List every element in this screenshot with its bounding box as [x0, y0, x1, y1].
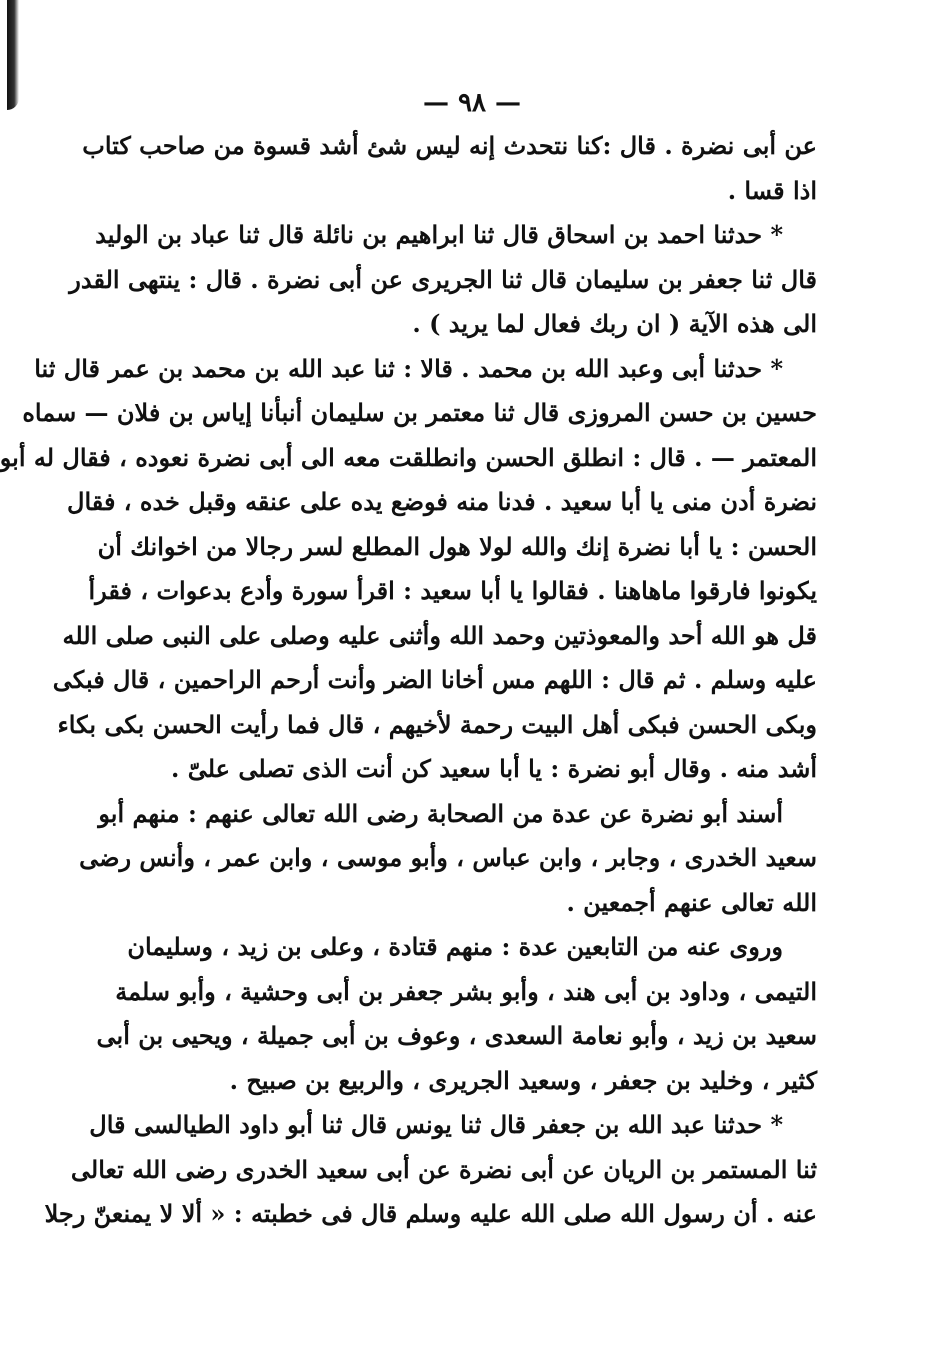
text-line: نضرة أدن منى يا أبا سعيد . فدنا منه فوضع يده على عنقه وقبل خده ، فقال [67, 487, 817, 516]
text-line: وروى عنه من التابعين عدة : منهم قتادة ، وعلى بن زيد ، وسليمان [127, 932, 783, 961]
text-line: قل هو الله أحد والمعوذتين وحمد الله وأثنى عليه وصلى على النبى صلى الله [62, 620, 817, 650]
text-line: سعيد بن زيد ، وأبو نعامة السعدى ، وعوف بن أبى جميلة ، ويحيى بن أبى [96, 1021, 817, 1050]
text-line: حسين بن حسن المروزى قال ثنا معتمر بن سليمان أنبأنا إياس بن فلان — سماه [22, 398, 817, 427]
text-line: ثنا المستمر بن الريان عن أبى نضرة عن أبى سعيد الخدرى رضى الله تعالى [70, 1154, 817, 1184]
text-line: أشد منه . وقال أبو نضرة : يا أبا سعيد كن أنت الذى تصلى علىّ . [171, 754, 817, 783]
text-line: عنه . أن رسول الله صلى الله عليه وسلم قال فى خطبته : « ألا لا يمنعنّ رجلا [44, 1199, 817, 1228]
text-line: كثير ، وخليد بن جعفر ، وسعيد الجريرى ، والربيع بن صبيح . [229, 1065, 817, 1095]
text-line: * حدثنا احمد بن اسحاق قال ثنا ابراهيم بن نائلة قال ثنا عباد بن الوليد [95, 220, 783, 249]
text-line: أسند أبو نضرة عن عدة من الصحابة رضى الله تعالى عنهم : منهم أبو [98, 798, 783, 828]
text-line: الله تعالى عنهم أجمعين . [566, 887, 817, 917]
text-line: * حدثنا أبى وعبد الله بن محمد . قالا : ثنا عبد الله بن محمد بن عمر قال ثنا [34, 353, 783, 383]
page-number: — ٩٨ — [422, 88, 522, 118]
text-line: يكونوا فارقوا ماهاهنا . فقالوا يا أبا سعيد : اقرأ سورة وأدع بدعوات ، فقرأ [88, 576, 817, 605]
text-line: عن أبى نضرة . قال :كنا نتحدث إنه ليس شئ أشد قسوة من صاحب كتاب [82, 131, 817, 160]
text-line: سعيد الخدرى ، وجابر ، وابن عباس ، وأبو موسى ، وابن عمر ، وأنس رضى [79, 843, 817, 872]
text-line: المعتمر — . قال : انطلق الحسن وانطلقت معه الى أبى نضرة نعوده ، فقال له أبو [0, 442, 817, 472]
text-line: الحسن : يا أبا نضرة إنك والله لولا هول المطلع لسر رجالا من اخوانك أن [97, 531, 817, 561]
text-line: عليه وسلم . ثم قال : اللهم مس أخانا الضر وأنت أرحم الراحمين ، قال فبكى [52, 665, 817, 694]
text-line: الى هذه الآية ( ان ربك فعال لما يريد ) . [412, 309, 817, 338]
body-text [0, 124, 817, 1237]
text-line: * حدثنا عبد الله بن جعفر قال ثنا يونس قال ثنا أبو داود الطيالسى قال [89, 1110, 783, 1139]
text-line: اذا قسا . [727, 175, 817, 205]
text-line: التيمى ، وداود بن أبى هند ، وأبو بشر جعفر بن أبى وحشية ، وأبو سلمة [115, 976, 817, 1006]
text-line: وبكى الحسن فبكى أهل البيت رحمة لأخيهم ، قال فما رأيت الحسن بكى بكاء [57, 709, 817, 739]
text-line: قال ثنا جعفر بن سليمان قال ثنا الجريرى عن أبى نضرة . قال : ينتهى القدر [69, 264, 817, 294]
